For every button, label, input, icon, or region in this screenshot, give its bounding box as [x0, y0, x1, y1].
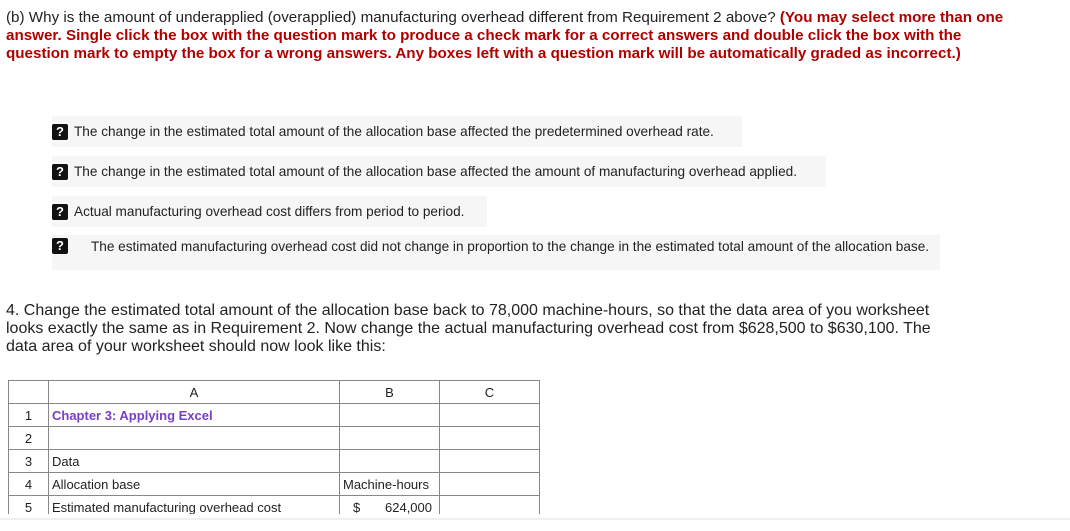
step-4-instructions: 4. Change the estimated total amount of the allocation base back to 78,000 machine-hours, so that the data area of you worksheet looks exactly the same as in Requirement 2. Now change the actual manufacturing overhead cost from $628,500 to $630,100. The data area of your worksheet should now look like this: [6, 302, 931, 355]
corner-cell [9, 381, 49, 404]
cell-c3 [440, 450, 540, 473]
worksheet-table [8, 380, 540, 519]
question-mark-checkbox[interactable]: ? [52, 204, 68, 220]
cell-b1 [340, 404, 440, 427]
row-number: 2 [9, 427, 49, 450]
page-bottom-clip [0, 514, 1070, 531]
table-row [9, 427, 540, 450]
table-row [9, 450, 540, 473]
cell-a2 [49, 427, 340, 450]
column-header-row [9, 381, 540, 404]
question-mark-checkbox[interactable]: ? [52, 124, 68, 140]
answer-choice-text: The change in the estimated total amount of the allocation base affected the predetermined overhead rate. [74, 124, 714, 139]
row-number: 1 [9, 404, 49, 427]
answer-choice-text: The estimated manufacturing overhead cost did not change in proportion to the change in the estimated total amount of the allocation base. [90, 239, 930, 254]
cell-a5: Estimated manufacturing overhead cost [49, 496, 340, 519]
answer-choice-2 [52, 156, 826, 187]
cell-a4: Allocation base [49, 473, 340, 496]
cell-b4: Machine-hours [340, 473, 440, 496]
answer-choice-text: The change in the estimated total amount of the allocation base affected the amount of manufacturing overhead applied. [74, 164, 797, 179]
cell-b2 [340, 427, 440, 450]
cell-c2 [440, 427, 540, 450]
cell-a1: Chapter 3: Applying Excel [49, 404, 340, 427]
table-row [9, 473, 540, 496]
answer-choice-1 [52, 116, 742, 147]
cell-c1 [440, 404, 540, 427]
table-row [9, 404, 540, 427]
answer-choice-text: Actual manufacturing overhead cost differs from period to period. [74, 204, 465, 219]
column-header-c: C [440, 381, 540, 404]
page-bottom-edge [0, 518, 1070, 520]
currency-symbol: $ [353, 499, 361, 515]
question-text [6, 9, 1006, 63]
question-lead: (b) Why is the amount of underapplied (overapplied) manufacturing overhead different from Requirement 2 above? [6, 9, 780, 26]
cell-a3: Data [49, 450, 340, 473]
column-header-a: A [49, 381, 340, 404]
answer-choice-3 [52, 196, 487, 227]
row-number: 4 [9, 473, 49, 496]
question-mark-checkbox[interactable]: ? [52, 164, 68, 180]
cell-b3 [340, 450, 440, 473]
row-number: 5 [9, 496, 49, 519]
cell-c4 [440, 473, 540, 496]
row-number: 3 [9, 450, 49, 473]
question-mark-checkbox[interactable]: ? [52, 238, 68, 254]
question-instructions: (You may select more than one answer. Single click the box with the question mark to produce a check mark for a correct answers and double click the box with the question mark to empty the box for a wrong answers. Any boxes left with a question mark will be automatically graded as incorrect.) [6, 9, 1004, 62]
answer-choice-4 [52, 235, 940, 270]
cell-b5-value: 624,000 [385, 499, 432, 515]
column-header-b: B [340, 381, 440, 404]
